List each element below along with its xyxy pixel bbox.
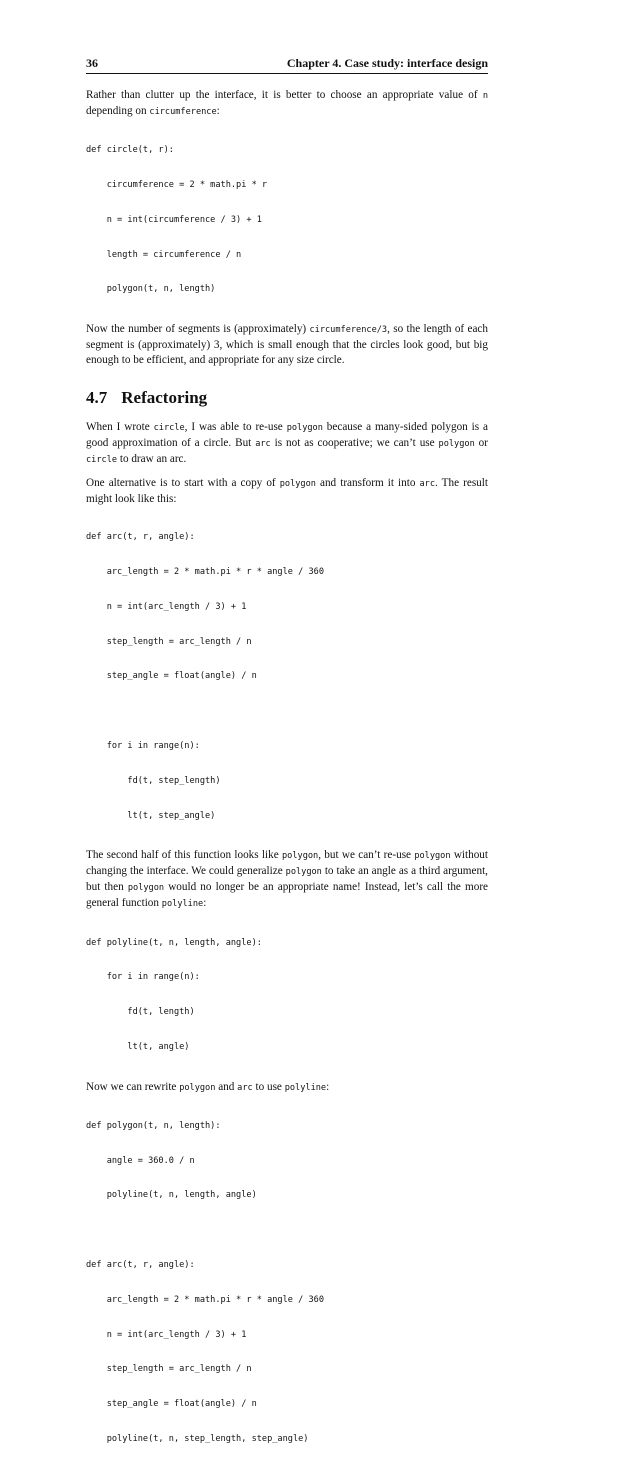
code-block-arc bbox=[86, 509, 488, 845]
code-line: n = int(arc_length / 3) + 1 bbox=[86, 601, 247, 612]
code-line: n = int(circumference / 3) + 1 bbox=[86, 214, 262, 225]
code-line: lt(t, step_angle) bbox=[86, 810, 216, 821]
segments-paragraph: Now the number of segments is (approximately) circumference/3, so the length of each segment is (approximately) 3, which is small enough that the circles look good, but big enough to be efficient, and appropriate for any size circle. bbox=[86, 323, 488, 367]
chapter-title: Chapter 4. Case study: interface design bbox=[286, 56, 488, 70]
code-line: step_length = arc_length / n bbox=[86, 1364, 252, 1375]
refactoring-paragraph: When I wrote circle, I was able to re-use polygon because a many-sided polygon is a good approximation of a circle. But arc is not as cooperative; we can’t use polygon or circle to draw an arc. bbox=[86, 421, 488, 466]
code-line: step_angle = float(angle) / n bbox=[86, 671, 257, 682]
page-number: 36 bbox=[86, 56, 98, 70]
code-line: fd(t, step_length) bbox=[86, 775, 221, 786]
code-line: step_angle = float(angle) / n bbox=[86, 1399, 257, 1410]
code-line: polygon(t, n, length) bbox=[86, 284, 216, 295]
code-line: def polyline(t, n, length, angle): bbox=[86, 937, 262, 948]
code-block-rewrite bbox=[86, 1098, 488, 1469]
code-line: fd(t, length) bbox=[86, 1007, 195, 1018]
code-line: arc_length = 2 * math.pi * r * angle / 360 bbox=[86, 567, 324, 578]
rewrite-paragraph: Now we can rewrite polygon and arc to use polyline: bbox=[86, 1080, 330, 1093]
book-page bbox=[86, 56, 488, 1472]
code-line bbox=[86, 706, 488, 718]
intro-paragraph: Rather than clutter up the interface, it is better to choose an appropriate value of n depending on circumference: bbox=[86, 89, 488, 117]
section-title: Refactoring bbox=[121, 388, 208, 408]
code-line: n = int(arc_length / 3) + 1 bbox=[86, 1329, 247, 1340]
alternative-paragraph: One alternative is to start with a copy of polygon and transform it into arc. The result might look like this: bbox=[86, 477, 488, 506]
code-line bbox=[86, 1225, 488, 1237]
code-line: def circle(t, r): bbox=[86, 145, 174, 156]
code-line: lt(t, angle) bbox=[86, 1041, 190, 1052]
code-line: for i in range(n): bbox=[86, 972, 200, 983]
code-line: angle = 360.0 / n bbox=[86, 1155, 195, 1166]
code-line: length = circumference / n bbox=[86, 249, 242, 260]
code-line: def arc(t, r, angle): bbox=[86, 532, 195, 543]
code-line: def arc(t, r, angle): bbox=[86, 1259, 195, 1270]
section-number: 4.7 bbox=[86, 388, 108, 408]
code-line: for i in range(n): bbox=[86, 740, 200, 751]
second-half-paragraph: The second half of this function looks like polygon, but we can’t re-use polygon without changing the interface. We could generalize polygon to take an angle as a third argument, but then polygon would no longer be an appropriate name! Instead, let’s call the more general function polyline: bbox=[86, 849, 489, 910]
code-line: step_length = arc_length / n bbox=[86, 636, 252, 647]
code-line: arc_length = 2 * math.pi * r * angle / 360 bbox=[86, 1294, 324, 1305]
code-line: def polygon(t, n, length): bbox=[86, 1120, 221, 1131]
code-line: circumference = 2 * math.pi * r bbox=[86, 179, 268, 190]
code-line: polyline(t, n, step_length, step_angle) bbox=[86, 1433, 309, 1444]
section-heading bbox=[86, 388, 488, 408]
page-header bbox=[86, 56, 488, 74]
code-block-circle bbox=[86, 122, 488, 319]
code-line: polyline(t, n, length, angle) bbox=[86, 1190, 257, 1201]
code-block-polyline bbox=[86, 914, 488, 1076]
